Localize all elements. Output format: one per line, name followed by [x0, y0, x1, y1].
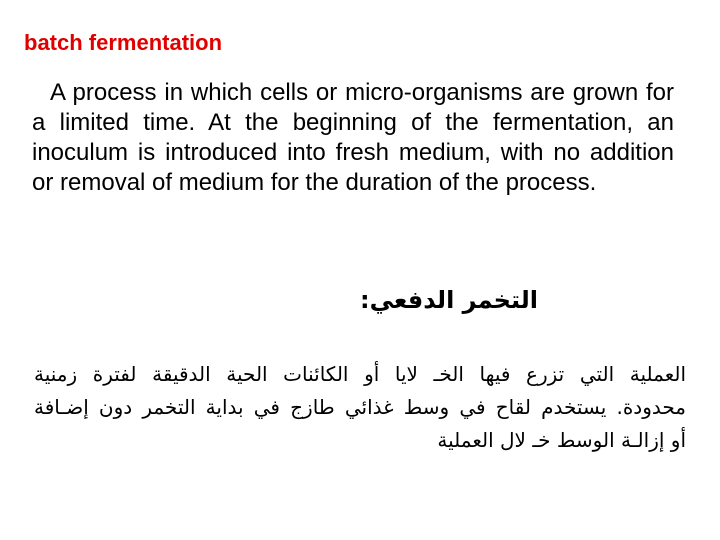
arabic-definition-paragraph — [34, 358, 686, 457]
arabic-line: محدودة. يستخدم لقاح في وسط غذائي طازج في بداية التخمر دون إضـافة — [34, 395, 686, 419]
arabic-heading: التخمر الدفعي: — [360, 286, 538, 314]
page-title: batch fermentation — [24, 30, 223, 55]
english-definition-paragraph: A process in which cells or micro-organisms are grown for a limited time. At the beginning of the fermentation, an inoculum is introduced into fresh medium, with no addition or removal of medium for the duration of the process. — [32, 79, 674, 196]
arabic-line: العملية التي تزرع فيها الخـ لايا أو الكائنات الحية الدقيقة لفترة زمنية — [34, 362, 686, 386]
arabic-line: أو إزالـة الوسط خـ لال العملية — [437, 428, 686, 452]
